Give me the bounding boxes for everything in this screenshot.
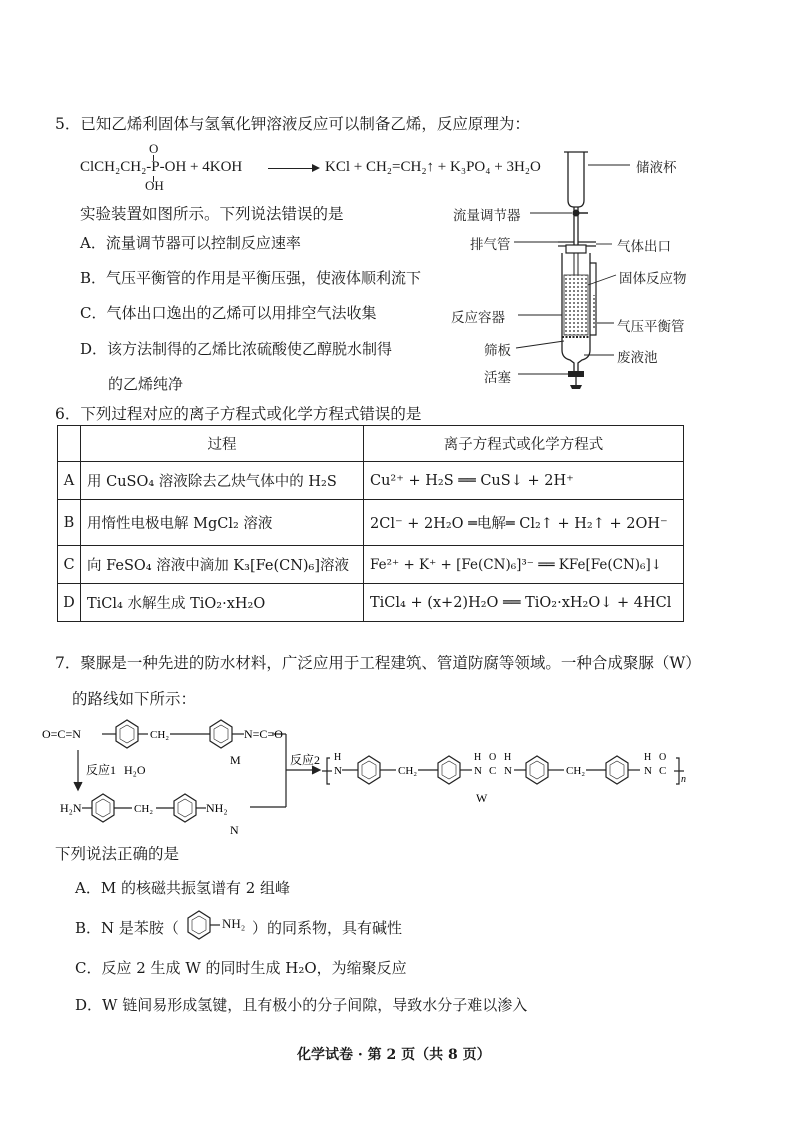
q7-option-b-cont: ）的同系物，具有碱性 bbox=[252, 919, 403, 937]
scheme-nh2: NH₂ bbox=[206, 801, 228, 815]
w-h2: H bbox=[474, 752, 482, 763]
label-stopcock: 活塞 bbox=[484, 370, 511, 386]
w-c1: C bbox=[489, 765, 497, 777]
q7-stem-cont: 的路线如下所示： bbox=[72, 690, 197, 708]
row-process: TiCl₄ 水解生成 TiO₂·xH₂O bbox=[81, 584, 364, 622]
w-ch2-2: CH₂ bbox=[566, 765, 586, 777]
q7-option-b: B．N 是苯胺（ bbox=[75, 919, 179, 937]
table-header-process: 过程 bbox=[81, 426, 364, 462]
q5-option-d: D．该方法制得的乙烯比浓硫酸使乙醇脱水制得 bbox=[80, 340, 393, 358]
solid-reactant bbox=[564, 275, 588, 335]
table-header-row bbox=[58, 426, 684, 462]
q6-table bbox=[57, 425, 684, 622]
row-equation: Fe²⁺ + K⁺ + [Fe(CN)₆]³⁻ ══ KFe[Fe(CN)₆]↓ bbox=[364, 546, 684, 584]
scheme-h2n: H₂N bbox=[60, 801, 82, 815]
scheme-m-label: M bbox=[230, 753, 241, 767]
q6-stem: 6．下列过程对应的离子方程式或化学方程式错误的是 bbox=[55, 405, 422, 423]
w-h4: H bbox=[644, 752, 652, 763]
aniline-nh2: NH₂ bbox=[222, 916, 246, 931]
scheme-w-label: W bbox=[476, 791, 488, 805]
label-sieve-plate: 筛板 bbox=[484, 343, 511, 359]
q5-option-d-cont: 的乙烯纯净 bbox=[108, 375, 184, 393]
q5-option-b: B．气压平衡管的作用是平衡压强，使液体顺利流下 bbox=[80, 269, 422, 287]
w-c2: C bbox=[659, 765, 667, 777]
reservoir-cup bbox=[568, 152, 584, 207]
scheme-ch2-n: CH₂ bbox=[134, 803, 154, 815]
row-key: C bbox=[58, 546, 81, 584]
label-exhaust-pipe: 排气管 bbox=[470, 237, 511, 253]
q5-eq-arrowhead bbox=[312, 164, 320, 172]
w-h3: H bbox=[504, 752, 512, 763]
q5-eq-O: O bbox=[149, 141, 159, 156]
q5-option-c: C．气体出口逸出的乙烯可以用排空气法收集 bbox=[80, 304, 377, 322]
table-header-key bbox=[58, 426, 81, 462]
label-flow-regulator: 流量调节器 bbox=[453, 208, 521, 224]
label-pressure-tube: 气压平衡管 bbox=[617, 319, 685, 335]
table-row bbox=[58, 546, 684, 584]
row-process: 向 FeSO₄ 溶液中滴加 K₃[Fe(CN)₆]溶液 bbox=[81, 546, 364, 584]
row-key: D bbox=[58, 584, 81, 622]
q5-eq-arrow bbox=[268, 168, 318, 170]
row-equation: Cu²⁺ + H₂S ══ CuS↓ + 2H⁺ bbox=[364, 462, 684, 500]
q7-stem: 7．聚脲是一种先进的防水材料，广泛应用于工程建筑、管道防腐等领域。一种合成聚脲（W） bbox=[55, 654, 701, 672]
w-ch2-1: CH₂ bbox=[398, 765, 418, 777]
w-o: O bbox=[489, 752, 497, 763]
scheme-ocn: O=C=N bbox=[42, 727, 81, 741]
w-n4: N bbox=[644, 765, 652, 777]
table-row bbox=[58, 500, 684, 546]
row-key: B bbox=[58, 500, 81, 546]
scheme-reaction2: 反应2 bbox=[290, 753, 321, 767]
q5-option-a: A．流量调节器可以控制反应速率 bbox=[80, 234, 301, 252]
table-row bbox=[58, 462, 684, 500]
w-o2: O bbox=[659, 752, 667, 763]
page-footer: 化学试卷 · 第 2 页（共 8 页） bbox=[297, 1047, 491, 1063]
q5-eq-right: KCl + CH₂=CH₂↑ + K₃PO₄ + 3H₂O bbox=[325, 159, 541, 175]
label-solid-reactant: 固体反应物 bbox=[619, 271, 687, 287]
label-gas-outlet: 气体出口 bbox=[617, 239, 671, 255]
label-waste-pool: 废液池 bbox=[617, 350, 658, 366]
row-equation: TiCl₄ + (x+2)H₂O ══ TiO₂·xH₂O↓ + 4HCl bbox=[364, 584, 684, 622]
scheme-n-label: N bbox=[230, 823, 239, 837]
w-h1: H bbox=[334, 752, 342, 763]
scheme-reagent1: H₂O bbox=[124, 763, 146, 777]
row-process: 用惰性电极电解 MgCl₂ 溶液 bbox=[81, 500, 364, 546]
q7-synthesis-scheme bbox=[40, 712, 760, 842]
scheme-nco: N=C=O bbox=[244, 727, 283, 741]
w-n3: N bbox=[504, 765, 512, 777]
q5-eq-OH: OH bbox=[145, 178, 164, 193]
scheme-reaction1: 反应1 bbox=[86, 763, 117, 777]
row-equation: 2Cl⁻ + 2H₂O ═电解═ Cl₂↑ + H₂↑ + 2OH⁻ bbox=[364, 500, 684, 546]
label-reaction-vessel: 反应容器 bbox=[451, 310, 505, 326]
q7-option-c: C．反应 2 生成 W 的同时生成 H₂O，为缩聚反应 bbox=[75, 959, 407, 977]
q5-eq-left: ClCH₂CH₂-P-OH + 4KOH bbox=[80, 159, 243, 175]
q7-question: 下列说法正确的是 bbox=[55, 845, 180, 863]
q5-intro: 实验装置如图所示。下列说法错误的是 bbox=[80, 205, 344, 223]
table-header-equation: 离子方程式或化学方程式 bbox=[364, 426, 684, 462]
q7-option-d: D．W 链间易形成氢键，且有极小的分子间隙，导致水分子难以渗入 bbox=[75, 996, 528, 1014]
q7-option-a: A．M 的核磁共振氢谱有 2 组峰 bbox=[75, 879, 291, 897]
scheme-ch2-m: CH₂ bbox=[150, 729, 170, 741]
row-process: 用 CuSO₄ 溶液除去乙炔气体中的 H₂S bbox=[81, 462, 364, 500]
flow-regulator bbox=[573, 210, 580, 217]
w-n2: N bbox=[474, 765, 482, 777]
w-n1: N bbox=[334, 765, 342, 777]
stopcock bbox=[568, 371, 584, 377]
label-reservoir: 储液杯 bbox=[636, 160, 677, 176]
table-row bbox=[58, 584, 684, 622]
w-subscript-n: n bbox=[681, 774, 686, 785]
row-key: A bbox=[58, 462, 81, 500]
q5-stem: 5．已知乙烯利固体与氢氧化钾溶液反应可以制备乙烯，反应原理为： bbox=[55, 115, 530, 133]
